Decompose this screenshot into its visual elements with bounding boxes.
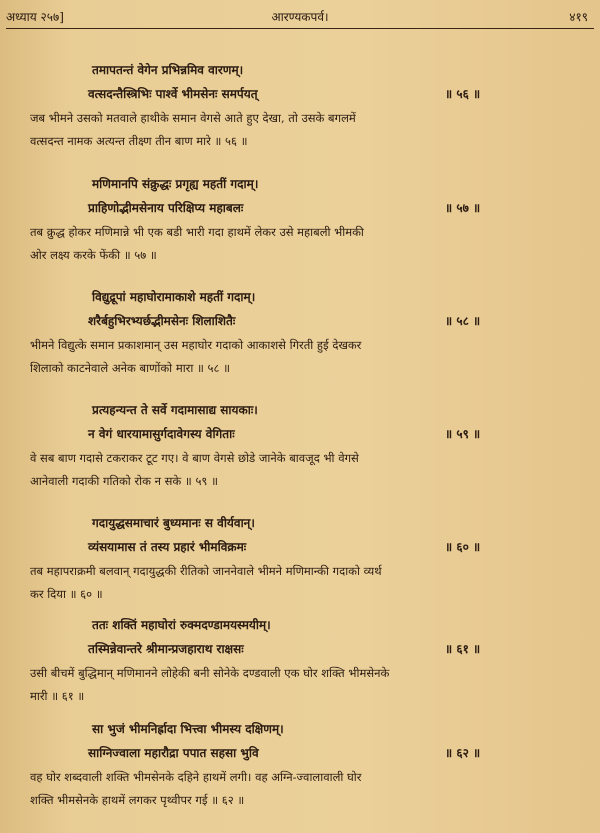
page-header xyxy=(6,6,594,29)
translation-line: शिलाको काटनेवाले अनेक बाणोंको मारा ॥ ५८ ॥ xyxy=(30,361,231,375)
verse-line-1: ततः शक्तिं महाघोरां रुक्मदण्डामयस्मयीम्। xyxy=(92,618,271,632)
verse-line-1: सा भुजं भीमनिर्ह्रादा भित्त्वा भीमस्य दक्षिणम्। xyxy=(92,722,284,736)
verse-line-2: वत्सदन्तैस्त्रिभिः पार्श्वे भीमसेनः समर्पयत् xyxy=(88,87,258,101)
chapter-label: अध्याय २५७] xyxy=(6,10,64,24)
verse-line-2: प्राहिणोद्भीमसेनाय परिक्षिप्य महाबलः xyxy=(88,201,244,215)
verse-line-2: साग्निज्वाला महारौद्रा पपात सहसा भुवि xyxy=(88,746,259,760)
translation-line: उसी बीचमें बुद्धिमान् मणिमानने लोहेकी बनी सोनेके दण्डवाली एक घोर शक्ति भीमसेनके xyxy=(30,666,390,680)
verse-line-2: न वेगं धारयामासुर्गदावेगस्य वेगिताः xyxy=(88,427,235,441)
verse-line-1: विद्युद्रूपां महाघोरामाकाशे महतीं गदाम्। xyxy=(92,290,256,304)
translation-line: मारी ॥ ६१ ॥ xyxy=(30,689,85,703)
translation-line: भीमने विद्युत्के समान प्रकाशमान् उस महाघोर गदाको आकाशसे गिरती हुई देखकर xyxy=(30,338,362,352)
verse-number: ॥ ५६ ॥ xyxy=(445,87,481,101)
translation-line: कर दिया ॥ ६० ॥ xyxy=(30,587,103,601)
translation-line: वह घोर शब्दवाली शक्ति भीमसेनके दहिने हाथमें लगी। वह अग्नि-ज्वालावाली घोर xyxy=(30,770,362,784)
translation-line: ओर लक्ष्य करके फेंकी ॥ ५७ ॥ xyxy=(30,248,157,262)
verse-number: ॥ ५९ ॥ xyxy=(445,427,481,441)
verse-number: ॥ ६१ ॥ xyxy=(445,642,481,656)
verse-line-1: प्रत्यहन्यन्त ते सर्वे गदामासाद्य सायकाः। xyxy=(92,403,258,417)
translation-line: तब महापराक्रमी बलवान् गदायुद्धकी रीतिको जाननेवाले भीमने मणिमान्की गदाको व्यर्थ xyxy=(30,564,382,578)
verse-line-1: गदायुद्धसमाचारं बुध्यमानः स वीर्यवान्। xyxy=(92,516,255,530)
translation-line: वत्सदन्त नामक अत्यन्त तीक्ष्ण तीन बाण मारे ॥ ५६ ॥ xyxy=(30,134,248,148)
book-title: आरण्यकपर्व। xyxy=(271,10,329,24)
verse-number: ॥ ५७ ॥ xyxy=(445,201,481,215)
translation-line: तब क्रुद्ध होकर मणिमान्ने भी एक बडी भारी गदा हाथमें लेकर उसे महाबली भीमकी xyxy=(30,225,364,239)
translation-line: आनेवाली गदाकी गतिको रोक न सके ॥ ५९ ॥ xyxy=(30,474,218,488)
page-number: ४१९ xyxy=(569,10,588,24)
translation-line: शक्ति भीमसेनके हाथमें लगकर पृथ्वीपर गई ॥ ६२ ॥ xyxy=(30,793,245,807)
verse-line-1: तमापतन्तं वेगेन प्रभिन्नमिव वारणम्। xyxy=(92,63,244,77)
verse-line-2: व्यंसयामास तं तस्य प्रहारं भीमविक्रमः xyxy=(88,540,247,554)
verse-line-2: शरैर्बहुभिरभ्यर्छद्भीमसेनः शिलाशितैः xyxy=(88,314,236,328)
translation-line: वे सब बाण गदासे टकराकर टूट गए। वे बाण वेगसे छोडे जानेके बावजूद भी वेगसे xyxy=(30,451,359,465)
verse-line-1: मणिमानपि संक्रुद्धः प्रगृह्य महतीं गदाम्। xyxy=(92,177,259,191)
translation-line: जब भीमने उसको मतवाले हाथीके समान वेगसे आते हुए देखा, तो उसके बगलमें xyxy=(30,111,356,125)
verse-number: ॥ ५८ ॥ xyxy=(445,314,481,328)
verse-line-2: तस्मिन्नेवान्तरे श्रीमान्प्रजहाराथ राक्षसः xyxy=(88,642,244,656)
verse-number: ॥ ६० ॥ xyxy=(445,540,481,554)
verse-number: ॥ ६२ ॥ xyxy=(445,746,481,760)
